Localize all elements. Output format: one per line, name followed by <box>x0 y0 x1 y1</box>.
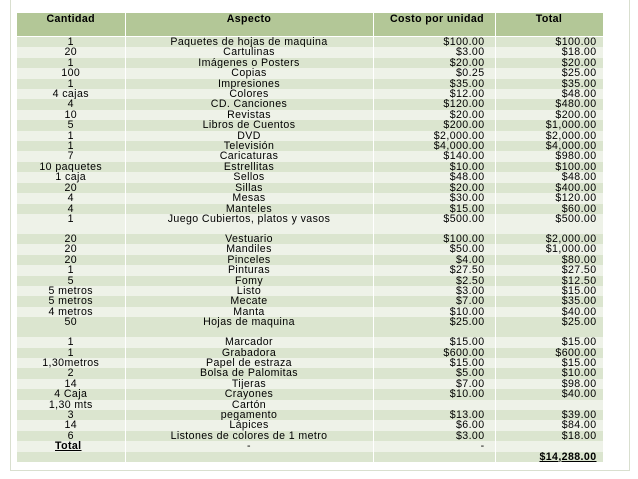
cell-costo: $3.00 <box>373 286 495 296</box>
cell-cantidad: 4 cajas <box>17 89 125 99</box>
cell-cantidad: 20 <box>17 183 125 193</box>
cell-costo: $10.00 <box>373 307 495 317</box>
cell-aspecto: Fomy <box>125 276 373 286</box>
total-costo: - <box>373 441 495 451</box>
cell-cantidad: 2 <box>17 368 125 378</box>
grand-total-row <box>17 452 603 462</box>
table-row <box>17 410 603 420</box>
cell-cantidad: 1 <box>17 348 125 358</box>
table-row <box>17 204 603 214</box>
cell-aspecto: Crayones <box>125 389 373 399</box>
cell-costo: $20.00 <box>373 183 495 193</box>
cell-total: $40.00 <box>495 389 603 399</box>
cell-cantidad: 5 <box>17 120 125 130</box>
table-row <box>17 368 603 378</box>
cell-costo: $4.00 <box>373 255 495 265</box>
cell-cantidad: 1,30 mts <box>17 400 125 410</box>
cell-costo: $100.00 <box>373 37 495 48</box>
cell-cantidad: 20 <box>17 47 125 57</box>
cell-aspecto: Cartón <box>125 400 373 410</box>
table-header-row <box>17 13 603 37</box>
cell-total: $39.00 <box>495 410 603 420</box>
cell-total: $35.00 <box>495 296 603 306</box>
cell-cantidad: 20 <box>17 234 125 244</box>
cell-costo: $200.00 <box>373 120 495 130</box>
cell-costo: $6.00 <box>373 420 495 430</box>
table-row <box>17 141 603 151</box>
table-row <box>17 286 603 296</box>
cell-cantidad: 5 <box>17 276 125 286</box>
total-label: Total <box>17 441 125 451</box>
cell-cantidad: 1 <box>17 214 125 234</box>
table-row <box>17 68 603 78</box>
table-row <box>17 89 603 99</box>
cell-total: $84.00 <box>495 420 603 430</box>
cell-aspecto: Sillas <box>125 183 373 193</box>
cell-costo: $27.50 <box>373 265 495 275</box>
cell-costo: $140.00 <box>373 151 495 161</box>
cell-costo: $500.00 <box>373 214 495 234</box>
cell-cantidad: 100 <box>17 68 125 78</box>
cell-total: $100.00 <box>495 162 603 172</box>
cell-cantidad: 4 metros <box>17 307 125 317</box>
table-row <box>17 79 603 89</box>
header-cantidad: Cantidad <box>17 13 125 37</box>
table-row <box>17 317 603 337</box>
cell-aspecto: Copias <box>125 68 373 78</box>
cell-aspecto: Listones de colores de 1 metro <box>125 431 373 441</box>
cell-aspecto: Bolsa de Palomitas <box>125 368 373 378</box>
cell-total: $600.00 <box>495 348 603 358</box>
cell-total: $60.00 <box>495 204 603 214</box>
table-row <box>17 37 603 48</box>
cell-cantidad: 1 <box>17 37 125 48</box>
cell-cantidad: 1 <box>17 58 125 68</box>
cell-total: $15.00 <box>495 337 603 347</box>
cell-cantidad: 1,30metros <box>17 358 125 368</box>
empty-cell <box>373 452 495 462</box>
cell-total: $1,000.00 <box>495 120 603 130</box>
cell-total <box>495 400 603 410</box>
cell-aspecto: Lápices <box>125 420 373 430</box>
cell-aspecto: Hojas de maquina <box>125 317 373 337</box>
cell-total: $400.00 <box>495 183 603 193</box>
total-row <box>17 441 603 451</box>
cell-costo: $30.00 <box>373 193 495 203</box>
table-row <box>17 337 603 347</box>
cell-total: $18.00 <box>495 47 603 57</box>
cell-costo: $0.25 <box>373 68 495 78</box>
cell-total: $2,000.00 <box>495 234 603 244</box>
cell-aspecto: Televisión <box>125 141 373 151</box>
table-row <box>17 265 603 275</box>
cell-aspecto: Revistas <box>125 110 373 120</box>
cell-aspecto: CD. Canciones <box>125 99 373 109</box>
cell-total: $15.00 <box>495 286 603 296</box>
cell-aspecto: Sellos <box>125 172 373 182</box>
cell-costo: $7.00 <box>373 379 495 389</box>
table-row <box>17 379 603 389</box>
cell-costo: $15.00 <box>373 358 495 368</box>
cell-cantidad: 1 <box>17 131 125 141</box>
cell-aspecto: Mandiles <box>125 244 373 254</box>
table-row <box>17 47 603 57</box>
cell-total: $100.00 <box>495 37 603 48</box>
cell-aspecto: Libros de Cuentos <box>125 120 373 130</box>
cell-total: $48.00 <box>495 172 603 182</box>
cell-cantidad: 20 <box>17 255 125 265</box>
cell-costo: $4,000.00 <box>373 141 495 151</box>
cell-aspecto: Manteles <box>125 204 373 214</box>
cell-cantidad: 10 <box>17 110 125 120</box>
cell-total: $1,000.00 <box>495 244 603 254</box>
cell-costo: $2,000.00 <box>373 131 495 141</box>
header-total: Total <box>495 13 603 37</box>
cell-total: $4,000.00 <box>495 141 603 151</box>
empty-cell <box>17 452 125 462</box>
cell-aspecto: Vestuario <box>125 234 373 244</box>
table-row <box>17 255 603 265</box>
cell-cantidad: 1 caja <box>17 172 125 182</box>
cell-costo: $50.00 <box>373 244 495 254</box>
cell-costo: $120.00 <box>373 99 495 109</box>
cell-aspecto: Estrellitas <box>125 162 373 172</box>
cell-total: $48.00 <box>495 89 603 99</box>
cell-cantidad: 4 <box>17 99 125 109</box>
cell-cantidad: 1 <box>17 265 125 275</box>
cell-costo: $13.00 <box>373 410 495 420</box>
cell-costo <box>373 400 495 410</box>
cell-total: $12.50 <box>495 276 603 286</box>
table-row <box>17 244 603 254</box>
table-row <box>17 234 603 244</box>
table-row <box>17 400 603 410</box>
cell-cantidad: 7 <box>17 151 125 161</box>
cell-total: $480.00 <box>495 99 603 109</box>
empty-cell <box>125 452 373 462</box>
cost-table <box>17 13 604 462</box>
cell-cantidad: 4 <box>17 193 125 203</box>
cell-cantidad: 1 <box>17 141 125 151</box>
table-row <box>17 214 603 234</box>
cell-cantidad: 6 <box>17 431 125 441</box>
cell-aspecto: Mecate <box>125 296 373 306</box>
table-row <box>17 431 603 441</box>
table-row <box>17 348 603 358</box>
cell-costo: $15.00 <box>373 337 495 347</box>
cell-aspecto: Pinturas <box>125 265 373 275</box>
table-row <box>17 99 603 109</box>
cell-costo: $5.00 <box>373 368 495 378</box>
cell-costo: $3.00 <box>373 431 495 441</box>
cell-total: $25.00 <box>495 68 603 78</box>
cell-total: $27.50 <box>495 265 603 275</box>
cell-cantidad: 5 metros <box>17 286 125 296</box>
table-row <box>17 358 603 368</box>
cell-costo: $20.00 <box>373 110 495 120</box>
cell-total: $500.00 <box>495 214 603 234</box>
cell-aspecto: Tijeras <box>125 379 373 389</box>
cell-cantidad: 1 <box>17 79 125 89</box>
grand-total-value: $14,288.00 <box>495 452 603 462</box>
cell-costo: $15.00 <box>373 204 495 214</box>
cell-total: $15.00 <box>495 358 603 368</box>
cell-costo: $35.00 <box>373 79 495 89</box>
cell-cantidad: 14 <box>17 420 125 430</box>
cell-total: $20.00 <box>495 58 603 68</box>
header-costo: Costo por unidad <box>373 13 495 37</box>
total-total <box>495 441 603 451</box>
cell-aspecto: Impresiones <box>125 79 373 89</box>
table-row <box>17 120 603 130</box>
cell-costo: $7.00 <box>373 296 495 306</box>
cell-costo: $100.00 <box>373 234 495 244</box>
cell-aspecto: Imágenes o Posters <box>125 58 373 68</box>
cell-total: $200.00 <box>495 110 603 120</box>
cell-total: $80.00 <box>495 255 603 265</box>
table-row <box>17 110 603 120</box>
table-row <box>17 389 603 399</box>
cell-cantidad: 10 paquetes <box>17 162 125 172</box>
table-row <box>17 151 603 161</box>
cell-cantidad: 20 <box>17 244 125 254</box>
cell-aspecto: DVD <box>125 131 373 141</box>
cell-aspecto: Colores <box>125 89 373 99</box>
cell-costo: $10.00 <box>373 162 495 172</box>
table-row <box>17 307 603 317</box>
cell-aspecto: Grabadora <box>125 348 373 358</box>
table-row <box>17 193 603 203</box>
cell-cantidad: 3 <box>17 410 125 420</box>
cell-total: $40.00 <box>495 307 603 317</box>
cell-aspecto: Caricaturas <box>125 151 373 161</box>
cell-aspecto: Marcador <box>125 337 373 347</box>
cell-total: $25.00 <box>495 317 603 337</box>
cell-costo: $48.00 <box>373 172 495 182</box>
header-aspecto: Aspecto <box>125 13 373 37</box>
cell-costo: $3.00 <box>373 47 495 57</box>
cell-costo: $600.00 <box>373 348 495 358</box>
cell-cantidad: 4 <box>17 204 125 214</box>
cell-aspecto: Papel de estraza <box>125 358 373 368</box>
cell-costo: $20.00 <box>373 58 495 68</box>
cell-costo: $2.50 <box>373 276 495 286</box>
cell-total: $980.00 <box>495 151 603 161</box>
total-aspecto: - <box>125 441 373 451</box>
cell-cantidad: 4 Caja <box>17 389 125 399</box>
table-row <box>17 58 603 68</box>
cell-aspecto: Paquetes de hojas de maquina <box>125 37 373 48</box>
cell-aspecto: Listo <box>125 286 373 296</box>
table-row <box>17 420 603 430</box>
cell-total: $120.00 <box>495 193 603 203</box>
table-row <box>17 172 603 182</box>
table-row <box>17 162 603 172</box>
table-body <box>17 37 603 463</box>
cell-cantidad: 14 <box>17 379 125 389</box>
cell-cantidad: 1 <box>17 337 125 347</box>
table-row <box>17 296 603 306</box>
cell-aspecto: Mesas <box>125 193 373 203</box>
cell-total: $10.00 <box>495 368 603 378</box>
table-row <box>17 276 603 286</box>
cell-total: $2,000.00 <box>495 131 603 141</box>
cell-aspecto: Cartulinas <box>125 47 373 57</box>
cell-aspecto: Pinceles <box>125 255 373 265</box>
cell-costo: $25.00 <box>373 317 495 337</box>
cell-total: $18.00 <box>495 431 603 441</box>
cell-total: $98.00 <box>495 379 603 389</box>
cell-costo: $12.00 <box>373 89 495 99</box>
table-row <box>17 131 603 141</box>
cell-aspecto: Juego Cubiertos, platos y vasos <box>125 214 373 234</box>
cell-aspecto: pegamento <box>125 410 373 420</box>
cell-costo: $10.00 <box>373 389 495 399</box>
cell-cantidad: 50 <box>17 317 125 337</box>
cell-total: $35.00 <box>495 79 603 89</box>
table-row <box>17 183 603 193</box>
cell-aspecto: Manta <box>125 307 373 317</box>
cell-cantidad: 5 metros <box>17 296 125 306</box>
